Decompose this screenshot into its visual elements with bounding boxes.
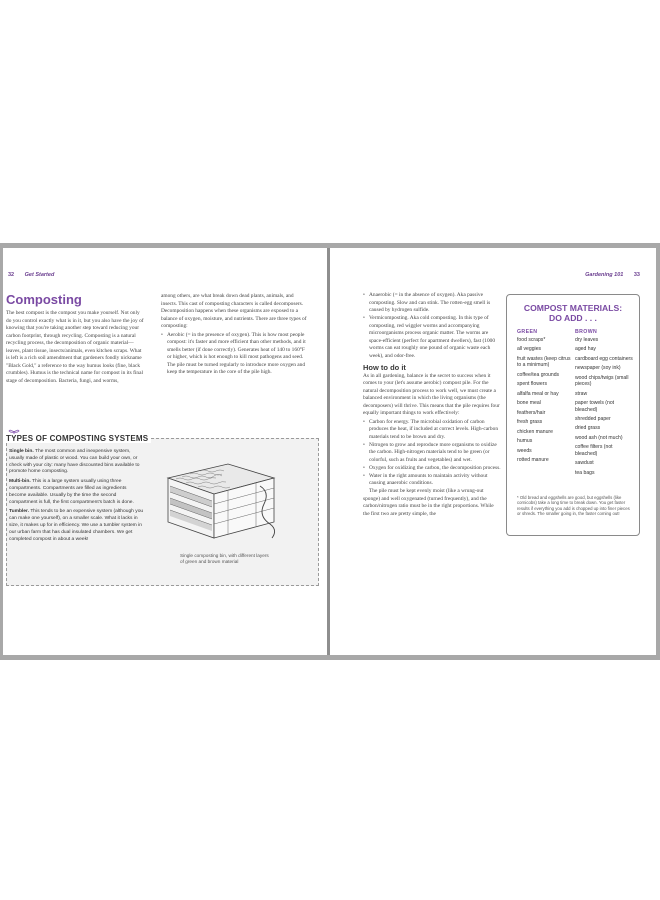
compost-materials-sidebar	[506, 294, 640, 536]
system-desc: This tends to be an expensive system (although you can make one yourself), on a smaller scale. What it lacks in size, it makes up for in efficiency. We use a tumbler system in our urban farm that has dual insulated chambers. We get completed compost in about a week!	[9, 509, 144, 542]
system-desc: The most common and inexpensive system, usually made of plastic or wood. You can build your own, or check with your city: many have discounted bins available to promote home composting.	[9, 449, 140, 475]
nitrogen-bullet: • Nitrogen to grow and reproduce more organisms to oxidize the carbon. High-nitrogen materials tend to be green (or colorful, such as fruits and vegetables) and wet.	[363, 442, 501, 465]
brown-item: newspaper (soy ink)	[575, 365, 621, 372]
systems-list	[9, 449, 144, 546]
how-to-heading: How to do it	[363, 363, 406, 372]
left-column-1	[6, 310, 146, 386]
illustration-caption: Single composting bin, with different layers of green and brown material	[180, 553, 269, 564]
green-item: fruit wastes (keep citrus to a minimum)	[517, 355, 571, 369]
right-running-head	[585, 272, 640, 278]
brown-item: dry leaves	[575, 337, 599, 343]
system-term: Tumbler.	[9, 509, 30, 515]
how-to-intro: As in all gardening, balance is the secret to success when it comes to your (let's assume aerobic) compost pile. For the natural decomposition process to work well, we must create a balanced environment in which the living organisms (the decomposers) will thrive. This means that the pile requires four equally important things to work effectively:	[363, 372, 500, 416]
green-item: weeds	[517, 447, 532, 454]
green-heading: GREEN	[517, 329, 538, 335]
sidebar-title-line2: DO ADD . . .	[549, 313, 597, 323]
system-term: Multi-bin.	[9, 479, 31, 485]
oxygen-bullet: • Oxygen for oxidizing the carbon, the decomposition process.	[363, 465, 501, 473]
brown-item: tea bags	[575, 469, 595, 476]
green-item: rotted manure	[517, 457, 549, 464]
green-item: humus	[517, 438, 533, 445]
brown-item: straw	[575, 390, 588, 397]
green-item: food scraps*	[517, 337, 546, 343]
system-item	[9, 449, 144, 476]
left-column-2	[161, 293, 309, 377]
sidebar-footnote: * Old bread and eggshells are good, but eggshells (like cornicobs) take a long time to break down. You get faster results if everything you add is chopped up into finer pieces or shreds. The smaller going in, the faster coming out!	[517, 495, 630, 517]
carbon-bullet: • Carbon for energy. The microbial oxidation of carbon produces the heat, if included at correct levels. High-carbon materials tend to be brown and dry.	[363, 419, 501, 442]
brown-list	[575, 337, 635, 479]
box-heading: TYPES OF COMPOSTING SYSTEMS	[6, 434, 151, 443]
system-item	[9, 479, 144, 506]
system-item	[9, 509, 144, 543]
brown-item: paper towels (not bleached)	[575, 400, 615, 413]
brown-item: wood chips/twigs (small pieces)	[575, 374, 629, 388]
sidebar-title	[507, 303, 639, 323]
right-section-name: Gardening 101	[585, 272, 624, 278]
green-item: bone meal	[517, 400, 541, 407]
green-item: spent flowers	[517, 381, 548, 388]
green-item: fresh grass	[517, 419, 543, 426]
page-title: Composting	[6, 292, 82, 307]
green-item: alfalfa meal or hay	[517, 390, 559, 397]
aerobic-bullet: • Aerobic (= in the presence of oxygen). This is how most people compost: it's faster and more efficient than other methods, and it smells better (if done correctly). Generates heat of 140 to 160°F or higher, which is hot enough to kill most pathogens and seed. The pile must be turned regularly to introduce more oxygen and keep the temperature in the core of the pile high.	[161, 332, 309, 377]
anaerobic-bullet: • Anaerobic (= in the absence of oxygen). Aka passive composting. Slow and can stink. The rotten-egg smell is caused by hydrogen sulfide.	[363, 292, 501, 315]
green-item: all veggies	[517, 346, 542, 353]
right-page	[330, 248, 656, 655]
left-page-number: 32	[8, 272, 15, 278]
right-page-number: 33	[633, 272, 640, 278]
left-page	[3, 248, 327, 655]
brown-item: cardboard egg containers	[575, 355, 633, 362]
intro-paragraph: The best compost is the compost you make yourself. Not only do you control exactly what is in it, but you also have the joy of knowing that you're taking another step toward reducing your carbon footprint, through recycling. Composting is a natural recycling process, the decomposition of organic material—leaves, plant tissue, insects/animals, even kitchen scraps. What is left is a rich soil amendment that gardeners fondly nickname "Black Gold," a reference to the way humus looks (fine, black crumbles). Humus is the technical name for compost in its final stage of decomposition. Bacteria, fungi, and worms,	[6, 310, 144, 384]
sidebar-title-line1: COMPOST MATERIALS:	[523, 303, 623, 313]
right-text-column	[363, 292, 501, 519]
green-item: chicken manure	[517, 428, 553, 435]
green-list	[517, 337, 571, 467]
brown-item: coffee filters (not bleached)	[575, 444, 613, 457]
decomposers-paragraph: among others, are what break down dead plants, animals, and insects. This cast of composting characters is called decomposers. Decomposition happens when these organisms are exposed to a balance of oxygen, moisture, and nutrients. There are three types of composting:	[161, 293, 307, 329]
brown-item: shredded paper	[575, 415, 611, 422]
brown-heading: BROWN	[575, 329, 598, 335]
brown-item: wood ash (not much)	[575, 434, 623, 441]
green-item: coffee/tea grounds	[517, 371, 560, 378]
brown-item: sawdust	[575, 460, 594, 467]
left-section-name: Get Started	[24, 272, 55, 278]
vermicomposting-bullet: • Vermicomposting. Aka cold composting. In this type of composting, red wiggler worms and accompanying microorganisms process organic matter. The worms are space-efficient (perfect for apartment dwellers), fast (1000 worms can eat roughly one pound of organic waste each week), and odor-free.	[363, 315, 501, 360]
green-item: feathers/hair	[517, 409, 546, 416]
system-desc: This is a large system usually using three compartments. Compartments are filled as ingredients become available. Usually by the time the second compartment is full, the first compartment's batch is done.	[9, 479, 134, 505]
brown-item: dried grass	[575, 425, 601, 432]
left-running-head	[8, 272, 54, 278]
water-bullet: • Water in the right amounts to maintain activity without causing anaerobic conditions.	[363, 473, 501, 488]
system-term: Single bin.	[9, 449, 34, 454]
how-to-outro: The pile must be kept evenly moist (like a wrung-out sponge) and well oxygenated (turned frequently), and the carbon/nitrogen ratio must be in the right proportions. While the first two are pretty simple, the	[363, 488, 494, 517]
brown-item: aged hay	[575, 346, 596, 353]
compost-bin-illustration	[156, 456, 282, 544]
